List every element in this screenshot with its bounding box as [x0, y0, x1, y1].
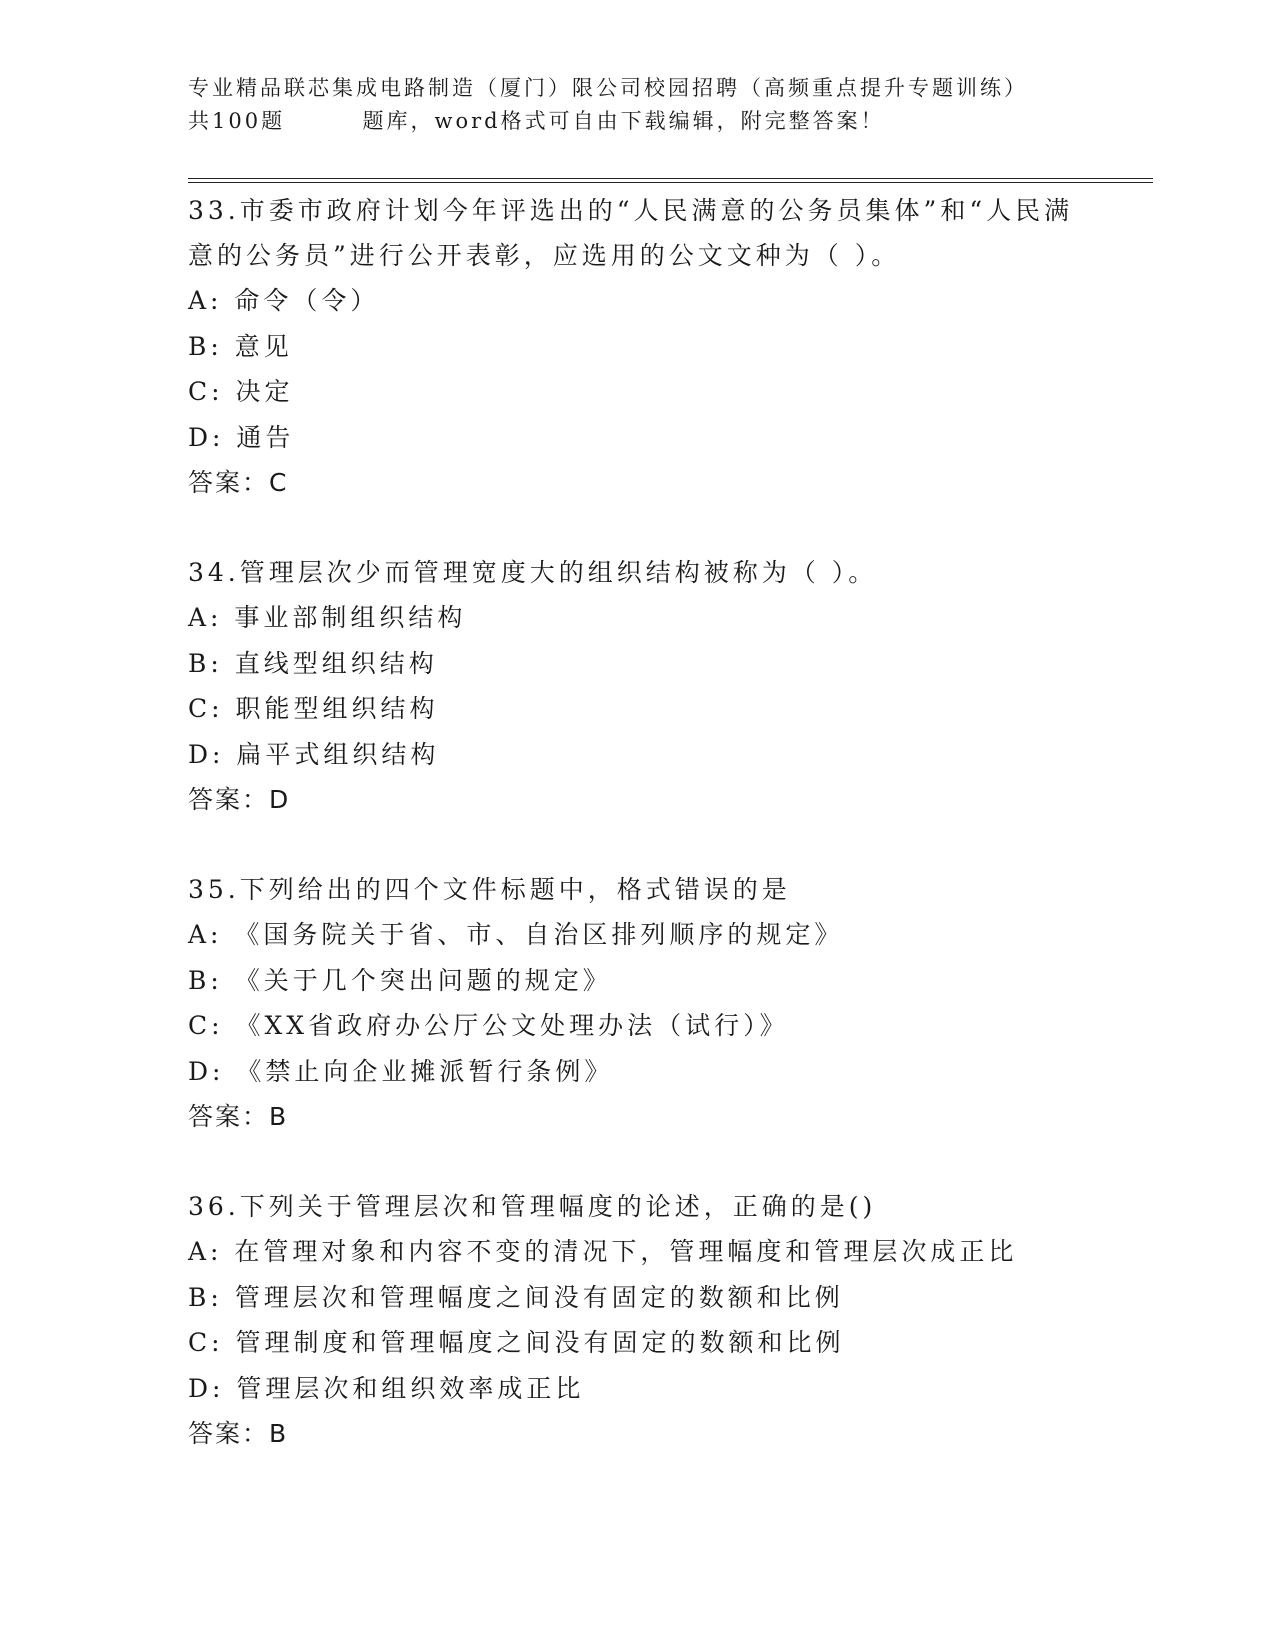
option-a: A: 《国务院关于省、市、自治区排列顺序的规定》 — [188, 920, 844, 949]
question-stem: 35.下列给出的四个文件标题中，格式错误的是 — [188, 875, 791, 904]
answer: 答案：C — [188, 468, 289, 497]
option-d: D: 扁平式组织结构 — [188, 739, 440, 769]
option-c: C: 《XX省政府办公厅公文处理办法（试行）》 — [188, 1011, 789, 1040]
question-34 — [188, 550, 1088, 822]
option-d: D: 通告 — [188, 422, 295, 452]
question-list — [188, 188, 1088, 1501]
option-a: A: 命令（令） — [188, 286, 380, 315]
option-a: A: 在管理对象和内容不变的清况下，管理幅度和管理层次成正比 — [188, 1237, 1018, 1266]
header-title-line2: 共100题 题库，word格式可自由下载编辑，附完整答案！ — [188, 109, 885, 133]
answer: 答案：B — [188, 1419, 289, 1448]
answer: 答案：D — [188, 785, 291, 814]
option-d: D: 管理层次和组织效率成正比 — [188, 1373, 585, 1403]
header-title-line1: 专业精品联芯集成电路制造（厦门）限公司校园招聘（高频重点提升专题训练） — [188, 76, 1028, 100]
header-rule-top — [188, 178, 1153, 179]
option-b: B: 《关于几个突出问题的规定》 — [188, 965, 612, 995]
header-rule-bottom — [188, 182, 1153, 183]
option-d: D: 《禁止向企业摊派暂行条例》 — [188, 1056, 614, 1086]
answer: 答案：B — [188, 1102, 289, 1131]
option-b: B: 意见 — [188, 331, 293, 361]
option-a: A: 事业部制组织结构 — [188, 603, 467, 632]
question-stem: 33.市委市政府计划今年评选出的“人民满意的公务员集体”和“人民满意的公务员”进行公开表彰，应选用的公文文种为（ ）。 — [188, 196, 1074, 270]
option-b: B: 管理层次和管理幅度之间没有固定的数额和比例 — [188, 1282, 844, 1312]
document-header — [188, 72, 1088, 138]
option-b: B: 直线型组织结构 — [188, 648, 438, 678]
question-stem: 34.管理层次少而管理宽度大的组织结构被称为（ ）。 — [188, 558, 878, 587]
option-c: C: 决定 — [188, 377, 294, 406]
question-stem: 36.下列关于管理层次和管理幅度的论述，正确的是() — [188, 1192, 877, 1221]
question-33 — [188, 188, 1088, 505]
option-c: C: 职能型组织结构 — [188, 694, 439, 723]
question-35 — [188, 867, 1088, 1139]
option-c: C: 管理制度和管理幅度之间没有固定的数额和比例 — [188, 1328, 845, 1357]
question-36 — [188, 1184, 1088, 1456]
